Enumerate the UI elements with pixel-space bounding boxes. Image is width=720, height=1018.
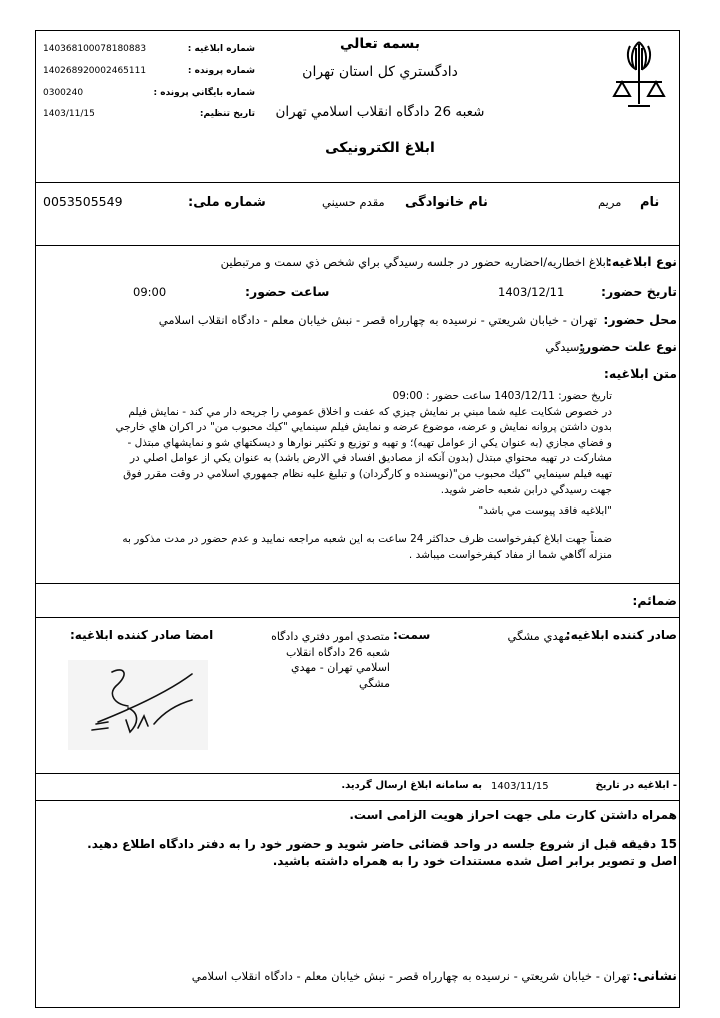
attendance-date-value: 1403/12/11 (498, 285, 565, 299)
attendance-time-label: ساعت حضور: (245, 284, 330, 299)
warning-line: منزله آگاهي شما از مفاد كيفرخواست ميباشد . (408, 548, 612, 561)
warning-line: ضمناً جهت ابلاغ كيفرخواست ظرف حداكثر 24 ساعت به اين شعبه مراجعه نماييد و عدم حضور در مدت مذكور به (122, 533, 612, 545)
branch-name: شعبه 26 دادگاه انقلاب اسلامي تهران (275, 104, 485, 120)
divider (35, 583, 680, 584)
note-id-card: همراه داشتن کارت ملی جهت احراز هویت الزامی است. (349, 808, 677, 822)
role-line: متصدي امور دفتري دادگاه (271, 630, 390, 643)
address-label: نشانی: (632, 968, 677, 983)
reason-value: رسيدگي (545, 340, 585, 354)
body-line: تهيه فيلم سينمايي "كيك محبوب من"(نويسنده و كارگردان) و تبليغ عليه نظام جمهوري اسلامي در وقت مقرر فوق (123, 467, 612, 480)
note-documents: اصل و تصویر برابر اصل شده مستندات خود را به همراه داشته باشید. (272, 854, 677, 868)
note-arrive-early: 15 دقیقه قبل از شروع جلسه در واحد قضائی حاضر شوید و حضور خود را به دفتر دادگاه اطلاع دهید. (87, 837, 677, 851)
body-line: بدون داشتن پروانه نمايش و عرضه، موضوع عرضه و نمايش فيلم سينمايي "كيك محبوب من" در اكران هاي خارجي (115, 421, 612, 434)
role-label: سمت: (393, 628, 431, 642)
delivery-suffix: به سامانه ابلاغ ارسال گردید. (341, 780, 482, 791)
document-title: ابلاغ الكترونيكى (325, 140, 435, 156)
national-id-value: 0053505549 (43, 194, 123, 209)
reason-label: نوع علت حضور: (578, 339, 677, 354)
divider (35, 773, 680, 774)
divider (35, 245, 680, 246)
first-name-value: مريم (598, 195, 622, 209)
notice-body (52, 389, 612, 498)
role-line: اسلامي تهران - مهدي (290, 661, 390, 674)
role-line: شعبه 26 دادگاه انقلاب (285, 645, 390, 659)
divider (35, 617, 680, 618)
issue-date-value: 1403/11/15 (43, 109, 95, 119)
divider (35, 800, 680, 801)
archive-number-value: 0300240 (43, 88, 84, 98)
issuer-label: صادر کننده ابلاغیه: (565, 628, 677, 642)
address-value: تهران - خيابان شريعتي - نرسيده به چهارراه قصر - نبش خيابان معلم - دادگاه انقلاب اسلامي (191, 969, 630, 983)
issuer-name: مهدي مشگي (507, 629, 570, 643)
notice-number-value: 140368100078180883 (43, 44, 147, 54)
role-line: مشگي (359, 676, 390, 690)
invocation: بسمه تعالي (339, 36, 421, 52)
no-attachment-note: "ابلاغيه فاقد پيوست مي باشد" (478, 505, 612, 517)
attendance-date-label: تاریخ حضور: (601, 284, 677, 299)
attachments-label: ضمائم: (632, 593, 677, 608)
role-value (250, 629, 390, 691)
archive-number-label: شماره بايگاني پرونده : (153, 88, 255, 98)
case-number-value: 140268920002465111 (43, 66, 147, 76)
notice-type-label: نوع ابلاغیه: (606, 254, 677, 269)
court-name: دادگستري کل استان تهران (302, 64, 458, 80)
attendance-place-value: تهران - خيابان شريعتي - نرسيده به چهارراه قصر - نبش خيابان معلم - دادگاه انقلاب اسلامي (158, 313, 597, 327)
notice-text-label: متن ابلاغیه: (603, 366, 677, 381)
notice-type-value: ابلاغ اخطاريه/احضاريه حضور در جلسه رسيدگي براي شخص ذي سمت و مرتبطين (220, 255, 609, 269)
attendance-time-value: 09:00 (133, 285, 167, 299)
body-line: مشاركت در تهيه محتواي مبتذل (بدون آنكه از مصاديق افساد في الارض باشد) به عنوان يكي از عوامل اصلي در (129, 452, 612, 465)
delivery-date: 1403/11/15 (491, 781, 549, 792)
body-line: در خصوص شكايت عليه شما مبني بر نمايش چيزي كه عفت و اخلاق عمومي را جريحه دار مي كند - نمايش فيلم (128, 405, 612, 418)
divider (35, 182, 680, 183)
notice-number-label: شماره ابلاغيه : (187, 44, 255, 54)
iran-emblem-icon (608, 38, 670, 116)
case-number-label: شماره پرونده : (187, 66, 255, 76)
national-id-label: شماره ملی: (188, 195, 266, 210)
delivery-label: - ابلاغیه در تاریخ (595, 780, 677, 791)
body-line: جهت رسيدگي درابن شعبه حاضر شويد. (440, 483, 612, 496)
body-line: و فضاي مجازي (به عنوان يكي از عوامل تهيه)؛ و تهيه و توزيع و تكثير نوارها و ديسكتهاي شو و نمايشهاي مبتذل - (127, 436, 612, 449)
body-line: تاريخ حضور: 1403/12/11 ساعت حضور : 09:00 (392, 390, 612, 402)
signature-icon (68, 660, 208, 750)
first-name-label: نام (640, 195, 660, 210)
warning-text (52, 532, 612, 563)
signature-label: امضا صادر کننده ابلاغیه: (70, 628, 214, 642)
attendance-place-label: محل حضور: (603, 312, 677, 327)
last-name-label: نام خانوادگی (405, 195, 488, 210)
issue-date-label: تاريخ تنظيم: (199, 109, 255, 119)
last-name-value: مقدم حسيني (322, 195, 385, 209)
